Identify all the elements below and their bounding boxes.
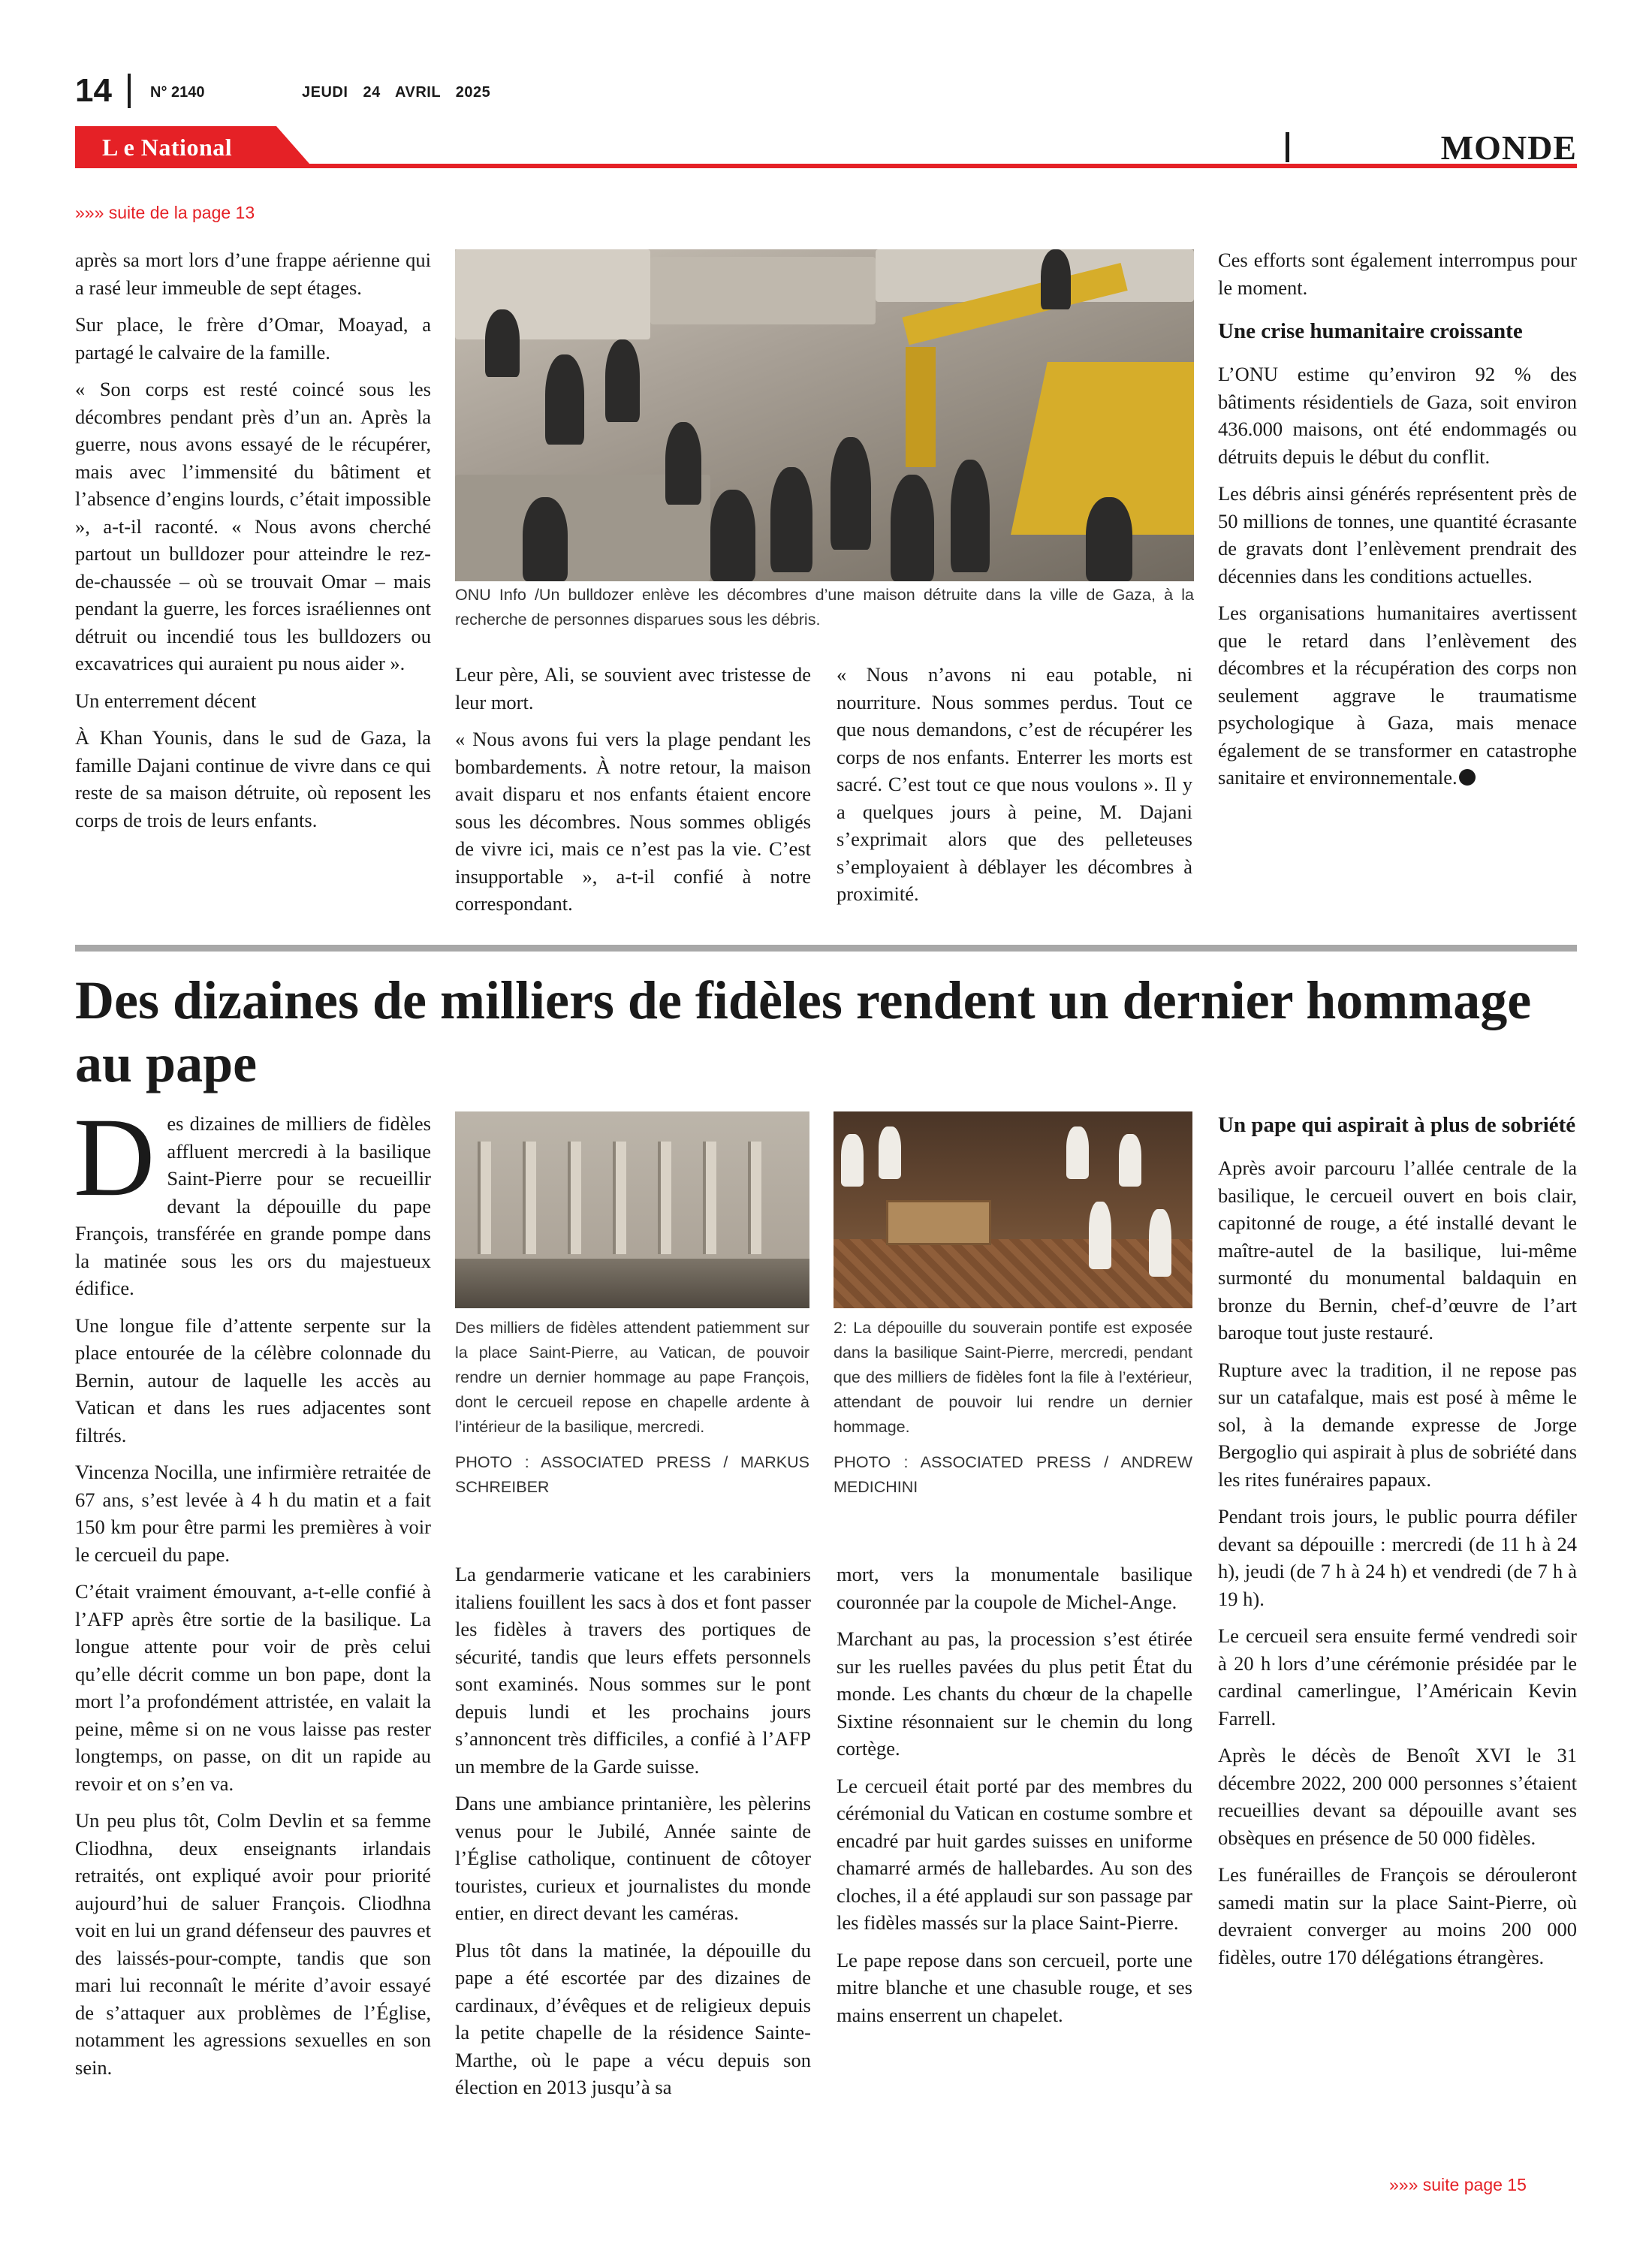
colonnade-crowd-photo bbox=[455, 1111, 809, 1308]
paragraph bbox=[1218, 599, 1577, 792]
paragraph: Les débris ainsi générés représentent près de 50 millions de tonnes, une quantité écrasante de gravats dont l’enlèvement prendrait des décennies dans les conditions actuelles. bbox=[1218, 482, 1577, 587]
masthead bbox=[75, 72, 1577, 177]
section-heading: Un pape qui aspirait à plus de sobriété bbox=[1218, 1113, 1576, 1137]
top-article-column-1 bbox=[75, 246, 431, 843]
section-divider bbox=[1286, 132, 1289, 162]
main-article-column-2 bbox=[455, 1561, 811, 2111]
paragraph: À Khan Younis, dans le sud de Gaza, la famille Dajani continue de vivre dans ce qui reste de sa maison détruite, où reposent les corps de trois de leurs enfants. bbox=[75, 726, 431, 831]
top-article-column-4 bbox=[1218, 246, 1577, 801]
lead-text: es dizaines de milliers de fidèles affluent mercredi à la basilique Saint-Pierre pour se recueillir devant la dépouille du pape François, transférée en grande pompe dans la matinée sous les ors du majestueux édifice. bbox=[75, 1112, 431, 1299]
article-divider bbox=[75, 945, 1577, 952]
paragraph: L’ONU estime qu’environ 92 % des bâtiments résidentiels de Gaza, soit environ 436.000 maisons, ont été endommagés ou détruits depuis le début du conflit. bbox=[1218, 363, 1577, 468]
paragraph: C’était vraiment émouvant, a-t-elle confié à l’AFP après être sortie de la basilique. La longue attente pour voir de près celui qu’elle décrit comme un bon pape, dont la mort l’a profondément attristée, en valait la peine, même si on ne vous laisse pas rester longtemps, on passe, on dit un rapide au revoir et on s’en va. bbox=[75, 1580, 431, 1795]
photo-credit: PHOTO : ASSOCIATED PRESS / MARKUS SCHREIBER bbox=[455, 1453, 809, 1496]
main-article-column-1 bbox=[74, 1095, 431, 2091]
paragraph: Une longue file d’attente serpente sur la place entourée de la célèbre colonnade du Bernin, autour de laquelle les accès au Vatican et dans les rues adjacentes sont filtrés. bbox=[75, 1313, 431, 1446]
paragraph: Le cercueil était porté par des membres du cérémonial du Vatican en costume sombre et encadré par huit gardes suisses en uniforme chamarré armés de hallebardes. Au son des cloches, il a été applaudi sur son passage par les fidèles massés sur la place Saint-Pierre. bbox=[837, 1774, 1192, 1934]
continued-from: »»» suite de la page 13 bbox=[75, 203, 255, 222]
paragraph: Le cercueil sera ensuite fermé vendredi soir à 20 h lors d’une cérémonie présidée par le cardinal camerlingue, l’Américain Kevin Farrell. bbox=[1218, 1624, 1577, 1730]
paragraph: Ces efforts sont également interrompus pour le moment. bbox=[1218, 249, 1577, 299]
main-headline: Des dizaines de milliers de fidèles rendent un dernier hommage au pape bbox=[75, 970, 1532, 1093]
issue-number: N° 2140 bbox=[150, 84, 205, 101]
paragraph: Pendant trois jours, le public pourra défiler devant sa dépouille : mercredi (de 11 h à 24 h), jeudi (de 7 h à 24 h) et vendredi (de 7 h à 19 h). bbox=[1218, 1505, 1577, 1610]
top-article-column-2 bbox=[455, 661, 811, 927]
paragraph: Vincenza Nocilla, une infirmière retraitée de 67 ans, s’est levée à 4 h du matin et a fait 150 km pour être parmi les premières à voir le cercueil du pape. bbox=[75, 1461, 431, 1566]
paragraph: « Son corps est resté coincé sous les décombres pendant près d’un an. Après la guerre, nous avons essayé de le récupérer, mais avec l’immensité du bâtiment et l’absence d’engins lourds, c’était impossible », a-t-il raconté. « Nous avons cherché partout un bulldozer pour atteindre le rez-de-chaussée – où se trouvait Omar – mais pendant la guerre, les forces israéliennes ont détruit ou incendié tous les bulldozers ou excavatrices qui auraient pu nous aider ». bbox=[75, 378, 431, 674]
bulldozer-photo-caption: ONU Info /Un bulldozer enlève les décombres d’une maison détruite dans la ville de Gaza, à la recherche de personnes disparues sous les débris. bbox=[455, 586, 1194, 629]
paragraph: Leur père, Ali, se souvient avec tristesse de leur mort. bbox=[455, 663, 811, 713]
photo-credit: PHOTO : ASSOCIATED PRESS / ANDREW MEDICHINI bbox=[834, 1453, 1192, 1496]
publication-date: JEUDI 24 AVRIL 2025 bbox=[302, 84, 491, 101]
colonnade-photo-caption bbox=[455, 1316, 809, 1500]
paragraph: « Nous avons fui vers la plage pendant les bombardements. À notre retour, la maison avait disparu et nos enfants étaient encore sous les décombres. Nous sommes obligés de vivre ici, mais ce n’est pas la vie. C’est insupportable », a-t-il confié à notre correspondant. bbox=[455, 728, 811, 915]
paragraph: Après avoir parcouru l’allée centrale de la basilique, le cercueil ouvert en bois clair, capitonné de rouge, a été installé devant le maître-autel de la basilique, lui-même surmonté du monumental baldaquin en bronze du Bernin, chef-d’œuvre de l’art baroque tout juste restauré. bbox=[1218, 1157, 1577, 1344]
end-of-article-icon bbox=[1459, 769, 1476, 786]
brand-name: L e National bbox=[102, 134, 233, 161]
closing-paragraph: Les organisations humanitaires avertissent que le retard dans l’enlèvement des décombres et la récupération des corps non seulement aggrave le traumatisme psychologique à Gaza, mais menace également de se transformer en catastrophe sanitaire et environnementale. bbox=[1218, 602, 1577, 789]
main-article-column-4 bbox=[1218, 1108, 1577, 1980]
paragraph: Rupture avec la tradition, il ne repose pas sur un catafalque, mais est posé à même le sol, à la demande expresse de Jorge Bergoglio qui aspirait à plus de sobriété dans les rites funéraires papaux. bbox=[1218, 1358, 1577, 1491]
basilica-funeral-photo bbox=[834, 1111, 1192, 1308]
section-heading: Une crise humanitaire croissante bbox=[1218, 319, 1523, 343]
lead-paragraph bbox=[74, 1095, 431, 1302]
paragraph: Sur place, le frère d’Omar, Moayad, a partagé le calvaire de la famille. bbox=[75, 313, 431, 363]
header-rule bbox=[75, 164, 1577, 168]
paragraph: La gendarmerie vaticane et les carabiniers italiens fouillent les sacs à dos et font passer les fidèles à travers des portiques de sécurité, tandis que leurs effets personnels sont examinés. Nous sommes sur le pont depuis lundi et les prochains jours s’annoncent très difficiles, a confié à l’AFP un membre de la Garde suisse. bbox=[455, 1563, 811, 1778]
paragraph: Plus tôt dans la matinée, la dépouille du pape a été escortée par des dizaines de cardinaux, d’évêques et de religieux depuis la petite chapelle de la résidence Sainte-Marthe, où le pape a vécu depuis son élection en 2013 jusqu’à sa bbox=[455, 1938, 811, 2098]
basilica-photo-caption bbox=[834, 1316, 1192, 1500]
section-name: MONDE bbox=[1440, 128, 1577, 167]
continued-to: »»» suite page 15 bbox=[1389, 2175, 1527, 2194]
paragraph: Le pape repose dans son cercueil, porte une mitre blanche et une chasuble rouge, et ses mains enserrent un chapelet. bbox=[837, 1948, 1192, 2026]
paragraph: Un peu plus tôt, Colm Devlin et sa femme Cliodhna, deux enseignants irlandais retraités, ont expliqué avoir pour priorité aujourd’hui de saluer François. Cliodhna voit en lui un grand défenseur des pauvres et des laissés-pour-compte, tandis que son mari lui reconnaît le mérite d’avoir essayé de s’attaquer aux problèmes de l’Église, notamment les agressions sexuelles en son sein. bbox=[75, 1809, 431, 2079]
paragraph: après sa mort lors d’une frappe aérienne qui a rasé leur immeuble de sept étages. bbox=[75, 249, 431, 299]
drop-cap: D bbox=[74, 1095, 155, 1220]
page-number: 14 bbox=[75, 72, 112, 109]
paragraph: Dans une ambiance printanière, les pèlerins venus pour le Jubilé, Année sainte de l’Église catholique, continuent de côtoyer touristes, curieux et journalistes du monde entier, en direct devant les caméras. bbox=[455, 1792, 811, 1924]
paragraph: « Nous n’avons ni eau potable, ni nourriture. Nous sommes perdus. Tout ce que nous demandons, c’est de récupérer les corps de nos enfants. Enterrer les morts est sacré. C’est tout ce que nous voulons ». Il y a quelques jours à peine, M. Dajani s’exprimait alors que des pelleteuses s’employaient à déblayer les décombres à proximité. bbox=[837, 663, 1192, 905]
paragraph: mort, vers la monumentale basilique couronnée par la coupole de Michel-Ange. bbox=[837, 1563, 1192, 1613]
paragraph: Marchant au pas, la procession s’est étirée sur les ruelles pavées du plus petit État du monde. Les chants du chœur de la chapelle Sixtine résonnaient sur le chemin du long cortège. bbox=[837, 1627, 1192, 1760]
subheading: Un enterrement décent bbox=[75, 689, 257, 712]
caption-text: 2: La dépouille du souverain pontife est exposée dans la basilique Saint-Pierre, mercredi, pendant que des milliers de fidèles font la file à l’extérieur, attendant de pouvoir lui rendre un dernier hommage. bbox=[834, 1319, 1192, 1436]
main-article-column-3 bbox=[837, 1561, 1192, 2038]
paragraph: Les funérailles de François se dérouleront samedi matin sur la place Saint-Pierre, où devraient converger au moins 200 000 fidèles, outre 170 délégations étrangères. bbox=[1218, 1863, 1577, 1968]
paragraph: Après le décès de Benoît XVI le 31 décembre 2022, 200 000 personnes s’étaient recueillies devant sa dépouille avant ses obsèques en présence de 50 000 fidèles. bbox=[1218, 1744, 1577, 1849]
bulldozer-rubble-photo bbox=[455, 249, 1194, 581]
top-article-column-3 bbox=[837, 661, 1192, 918]
caption-text: Des milliers de fidèles attendent patiemment sur la place Saint-Pierre, au Vatican, de pouvoir rendre un dernier hommage au pape François, dont le cercueil repose en chapelle ardente à l’intérieur de la basilique, mercredi. bbox=[455, 1319, 809, 1436]
page-number-divider bbox=[128, 74, 131, 108]
